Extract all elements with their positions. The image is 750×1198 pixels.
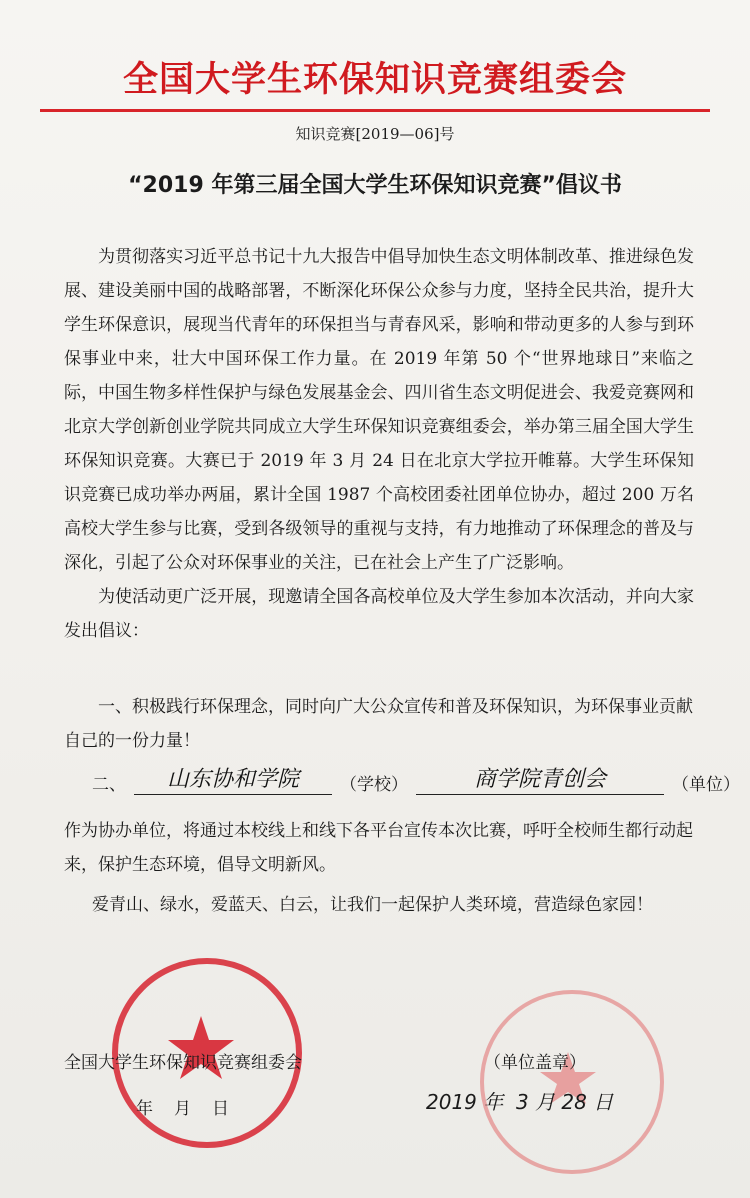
document-number: 知识竞赛[2019—06]号 [295, 125, 455, 143]
signature-date-left: 年 月 日 [136, 1099, 231, 1119]
paragraph-2: 为使活动更广泛开展，现邀请全国各高校单位及大学生参加本次活动，并向大家发出倡议： [64, 587, 694, 641]
school-suffix: （学校） [340, 775, 408, 795]
signature-date-right: 2019 年 3 月 28 日 [426, 1090, 614, 1114]
proposal-2-line [92, 762, 740, 795]
red-divider-line [40, 109, 710, 112]
closing-slogan: 爱青山、绿水，爱蓝天、白云，让我们一起保护人类环境，营造绿色家园！ [92, 895, 653, 915]
seal-label: （单位盖章） [484, 1053, 586, 1073]
school-handwritten-field: 山东协和学院 [134, 762, 332, 795]
unit-handwritten-field: 商学院青创会 [416, 762, 664, 795]
body-text [64, 240, 694, 648]
school-seal-stamp [480, 990, 664, 1174]
signature-organization: 全国大学生环保知识竞赛组委会 [64, 1053, 302, 1073]
document-title: “2019 年第三届全国大学生环保知识竞赛”倡议书 [128, 173, 622, 198]
star-icon [484, 994, 652, 1162]
proposal-1: 一、积极践行环保理念，同时向广大公众宣传和普及环保知识，为环保事业贡献自己的一份力量！ [64, 697, 693, 751]
proposal-2-continuation: 作为协办单位，将通过本校线上和线下各平台宣传本次比赛，呼吁全校师生都行动起来，保护生态环境，倡导文明新风。 [64, 821, 693, 875]
paragraph-1: 为贯彻落实习近平总书记十九大报告中倡导加快生态文明体制改革、推进绿色发展、建设美丽中国的战略部署，不断深化环保公众参与力度，坚持全民共治，提升大学生环保意识，展现当代青年的环保担当与青春风采，影响和带动更多的人参与到环保事业中来，壮大中国环保工作力量。在 2019 年第 50 个“世界地球日”来临之际，中国生物多样性保护与绿色发展基金会、四川省生态文明促进会、我爱竞赛网和北京大学创新创业学院共同成立大学生环保知识竞赛组委会，举办第三届全国大学生环保知识竞赛。大赛已于 2019 年 3 月 24 日在北京大学拉开帷幕。大学生环保知识竞赛已成功举办两届，累计全国 1987 个高校团委社团单位协办，超过 200 万名高校大学生参与比赛，受到各级领导的重视与支持，有力地推动了环保理念的普及与深化，引起了公众对环保事业的关注，已在社会上产生了广泛影响。 [64, 247, 694, 573]
unit-suffix: （单位） [672, 775, 740, 795]
proposal-2-prefix: 二、 [92, 775, 126, 795]
organization-header: 全国大学生环保知识竞赛组委会 [122, 60, 627, 100]
